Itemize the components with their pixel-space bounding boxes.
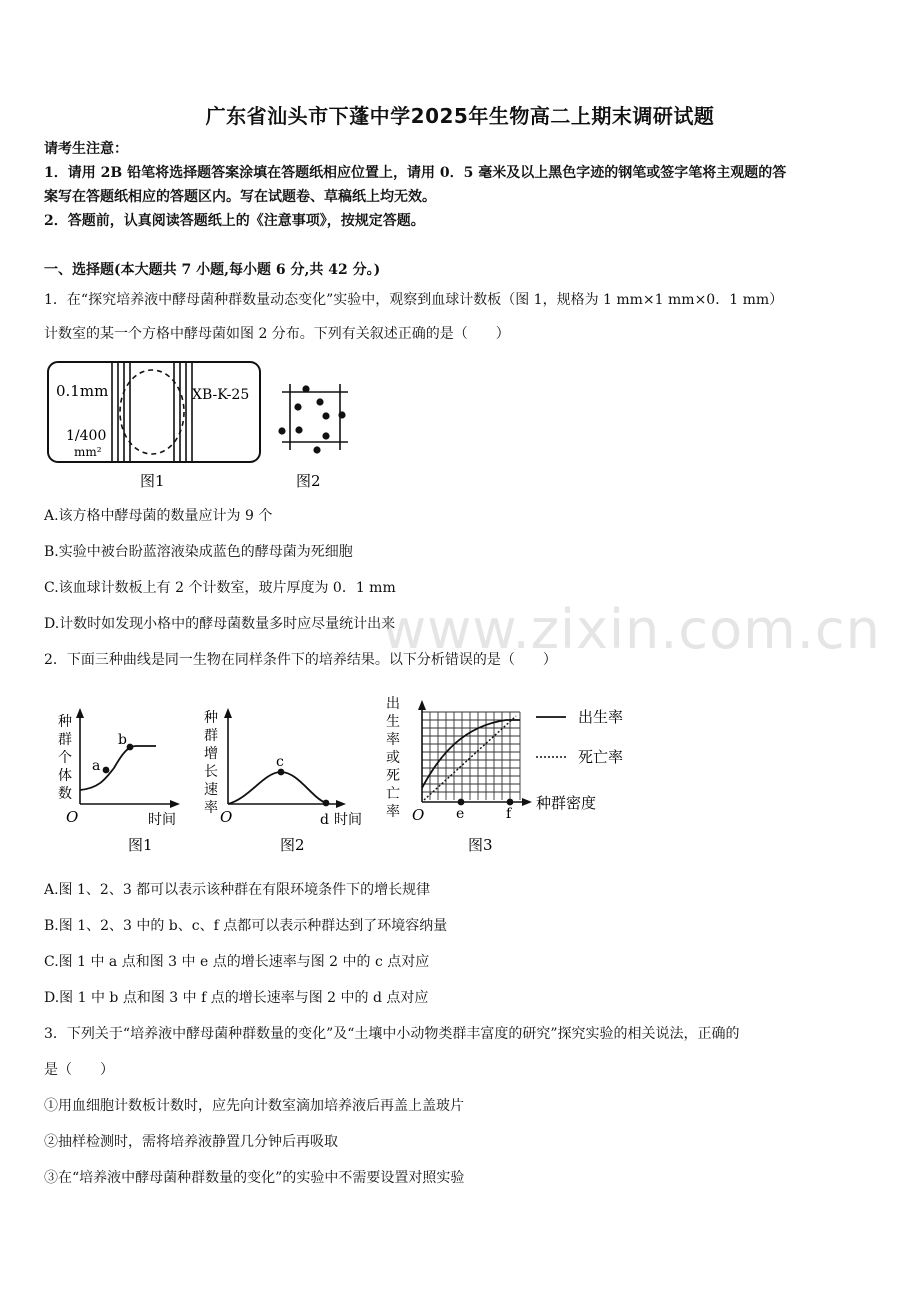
fig1-caption: 图1 xyxy=(140,472,165,490)
chamber-lines xyxy=(112,362,192,462)
q2-figure xyxy=(44,690,664,860)
section-heading: 一、选择题(本大题共 7 小题,每小题 6 分,共 42 分。) xyxy=(44,262,381,278)
g2-curve xyxy=(228,772,326,804)
g3-label-f: f xyxy=(506,806,512,822)
q3-stem-line-2: 是（ ） xyxy=(44,1062,114,1078)
g1-point-b xyxy=(127,744,134,751)
g2-ylabel-2: 群 xyxy=(204,728,218,744)
g3-label-e: e xyxy=(456,806,465,822)
graph3 xyxy=(386,696,623,854)
q2-option-d: D.图 1 中 b 点和图 3 中 f 点的增长速率与图 2 中的 d 点对应 xyxy=(44,990,429,1006)
g2-point-d xyxy=(323,800,330,807)
g3-point-e xyxy=(458,799,465,806)
g3-birth-curve xyxy=(422,720,520,788)
g3-xlabel: 种群密度 xyxy=(536,794,597,812)
g1-ylabel-2: 群 xyxy=(58,732,72,748)
g3-origin: O xyxy=(412,806,425,824)
g1-point-a xyxy=(103,767,110,774)
g1-label-a: a xyxy=(92,758,101,774)
q1-stem-line-2: 计数室的某一个方格中酵母菌如图 2 分布。下列有关叙述正确的是（ ） xyxy=(44,326,510,342)
g1-label-b: b xyxy=(118,732,127,748)
g2-caption: 图2 xyxy=(280,836,305,854)
g1-ylabel-1: 种 xyxy=(58,714,72,730)
q1-option-d: D.计数时如发现小格中的酵母菌数量多时应尽量统计出来 xyxy=(44,616,396,632)
q3-item-3: ③在“培养液中酵母菌种群数量的变化”的实验中不需要设置对照实验 xyxy=(44,1170,465,1186)
q1-option-b: B.实验中被台盼蓝溶液染成蓝色的酵母菌为死细胞 xyxy=(44,544,353,560)
q1-stem-line-1: 1．在“探究培养液中酵母菌种群数量动态变化”实验中，观察到血球计数板（图 1，规格为 1 mm×1 mm×0．1 mm） xyxy=(44,292,784,308)
q2-stem: 2．下面三种曲线是同一生物在同样条件下的培养结果。以下分析错误的是（ ） xyxy=(44,652,557,668)
g1-origin: O xyxy=(66,808,79,826)
q1-option-a: A.该方格中酵母菌的数量应计为 9 个 xyxy=(44,508,273,524)
notice-heading: 请考生注意： xyxy=(44,141,128,157)
g2-ylabel-3: 增 xyxy=(204,746,218,762)
q3-item-1: ①用血细胞计数板计数时，应先向计数室滴加培养液后再盖上盖玻片 xyxy=(44,1098,464,1114)
graph1 xyxy=(58,708,180,854)
notice-line-3: 2．答题前，认真阅读答题纸上的《注意事项》，按规定答题。 xyxy=(44,213,425,229)
notice-line-1: 1．请用 2B 铅笔将选择题答案涂填在答题纸相应位置上，请用 0．5 毫米及以上黑色字迹的钢笔或签字笔将主观题的答 xyxy=(44,165,787,181)
watermark: www.zixin.com.cn xyxy=(382,598,881,661)
g1-ylabel-3: 个 xyxy=(58,750,72,766)
g3-caption: 图3 xyxy=(468,836,493,854)
fig1-thickness-label: 0.1mm xyxy=(56,382,109,400)
page-title: 广东省汕头市下蓬中学2025年生物高二上期末调研试题 xyxy=(205,104,715,128)
graph2 xyxy=(204,708,362,854)
yeast-cells xyxy=(278,385,345,453)
g2-xlabel: 时间 xyxy=(334,812,362,828)
g3-point-f xyxy=(507,799,514,806)
g1-ylabel-5: 数 xyxy=(58,786,72,802)
g2-label-c: c xyxy=(276,754,284,770)
square-grid xyxy=(282,384,348,450)
g2-origin: O xyxy=(220,808,233,826)
g3-ylabel-3: 率 xyxy=(386,732,400,748)
fig1-model-label: XB-K-25 xyxy=(192,387,250,403)
g2-label-d: d xyxy=(320,812,329,828)
fig1-area-unit: mm² xyxy=(74,445,102,459)
notice-line-2: 案写在答题纸相应的答题区内。写在试题卷、草稿纸上均无效。 xyxy=(44,189,436,205)
g3-ylabel-1: 出 xyxy=(386,696,400,712)
g3-ylabel-7: 率 xyxy=(386,804,400,820)
legend-death-label: 死亡率 xyxy=(578,748,624,766)
g2-ylabel-5: 速 xyxy=(204,782,218,798)
g3-ylabel-2: 生 xyxy=(386,714,400,730)
g3-ylabel-6: 亡 xyxy=(386,786,400,802)
g1-xlabel: 时间 xyxy=(148,812,176,828)
fig2-caption: 图2 xyxy=(296,472,321,490)
g3-ylabel-4: 或 xyxy=(386,750,400,766)
g3-ylabel-5: 死 xyxy=(386,768,400,784)
q2-option-a: A.图 1、2、3 都可以表示该种群在有限环境条件下的增长规律 xyxy=(44,882,431,898)
g1-caption: 图1 xyxy=(128,836,153,854)
g2-ylabel-4: 长 xyxy=(204,764,218,780)
q1-figure xyxy=(44,356,364,496)
g3-grid xyxy=(422,712,520,800)
q3-item-2: ②抽样检测时，需将培养液静置几分钟后再吸取 xyxy=(44,1134,338,1150)
q1-option-c: C.该血球计数板上有 2 个计数室，玻片厚度为 0．1 mm xyxy=(44,580,396,596)
g2-ylabel-6: 率 xyxy=(204,800,218,816)
q3-stem-line-1: 3．下列关于“培养液中酵母菌种群数量的变化”及“土壤中小动物类群丰富度的研究”探究实验的相关说法，正确的 xyxy=(44,1026,740,1042)
fig1-area-number: 1/400 xyxy=(66,428,107,444)
g1-ylabel-4: 体 xyxy=(58,768,72,784)
g2-ylabel-1: 种 xyxy=(204,710,218,726)
q2-option-b: B.图 1、2、3 中的 b、c、f 点都可以表示种群达到了环境容纳量 xyxy=(44,918,448,934)
q2-option-c: C.图 1 中 a 点和图 3 中 e 点的增长速率与图 2 中的 c 点对应 xyxy=(44,954,430,970)
legend-birth-label: 出生率 xyxy=(578,708,624,726)
